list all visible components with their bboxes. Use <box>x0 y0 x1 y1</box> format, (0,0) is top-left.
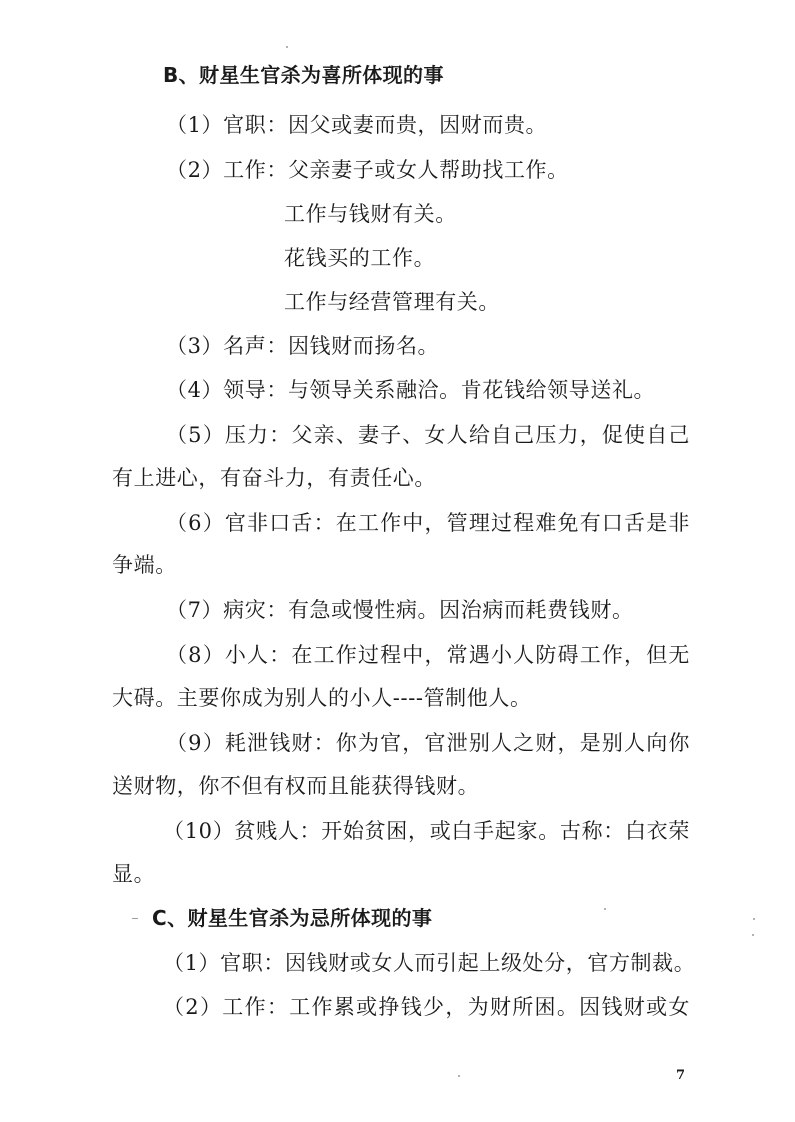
section-b-item-2: （2）工作：父亲妻子或女人帮助找工作。 <box>166 158 569 182</box>
scan-speck <box>458 1075 460 1077</box>
section-b-item-1: （1）官职：因父或妻而贵，因财而贵。 <box>166 113 548 137</box>
section-c-item-1: （1）官职：因钱财或女人而引起上级处分，官方制裁。 <box>163 951 696 975</box>
section-b-item-6-line-1: （6）官非口舌：在工作中，管理过程难免有口舌是非 <box>166 511 690 535</box>
section-b-item-6-line-2: 争端。 <box>112 553 177 577</box>
section-b-item-2-sub-3: 工作与经营管理有关。 <box>284 290 500 314</box>
section-c-heading: C、财星生官杀为忌所体现的事 <box>152 906 433 930</box>
section-b-item-5-line-2: 有上进心，有奋斗力，有责任心。 <box>112 466 436 490</box>
section-b-item-10-line-2: 显。 <box>112 862 156 886</box>
section-b-item-9-line-1: （9）耗泄钱财：你为官，官泄别人之财，是别人向你 <box>166 731 690 755</box>
scan-speck <box>286 46 288 48</box>
section-c-item-2: （2）工作：工作累或挣钱少，为财所困。因钱财或女 <box>163 995 690 1019</box>
section-b-item-3: （3）名声：因钱财而扬名。 <box>166 334 440 358</box>
section-b-heading: B、财星生官杀为喜所体现的事 <box>163 63 444 87</box>
scan-speck <box>604 908 606 910</box>
section-b-item-8-line-1: （8）小人：在工作过程中，常遇小人防碍工作，但无 <box>166 643 690 667</box>
scan-speck <box>753 918 755 920</box>
section-b-item-2-sub-2: 花钱买的工作。 <box>284 246 436 270</box>
page-number: 7 <box>676 1068 686 1083</box>
section-b-item-10-line-1: （10）贫贱人：开始贫困，或白手起家。古称：白衣荣 <box>163 819 690 843</box>
scan-speck <box>132 918 138 919</box>
scan-speck <box>752 934 754 936</box>
section-b-item-8-line-2: 大碍。主要你成为别人的小人----管制他人。 <box>112 686 532 710</box>
section-b-item-9-line-2: 送财物，你不但有权而且能获得钱财。 <box>112 774 480 798</box>
section-b-item-4: （4）领导：与领导关系融洽。肯花钱给领导送礼。 <box>166 378 656 402</box>
section-b-item-5-line-1: （5）压力：父亲、妻子、女人给自己压力，促使自己 <box>166 423 690 447</box>
section-b-item-2-sub-1: 工作与钱财有关。 <box>284 202 457 226</box>
section-b-item-7: （7）病灾：有急或慢性病。因治病而耗费钱财。 <box>166 598 634 622</box>
